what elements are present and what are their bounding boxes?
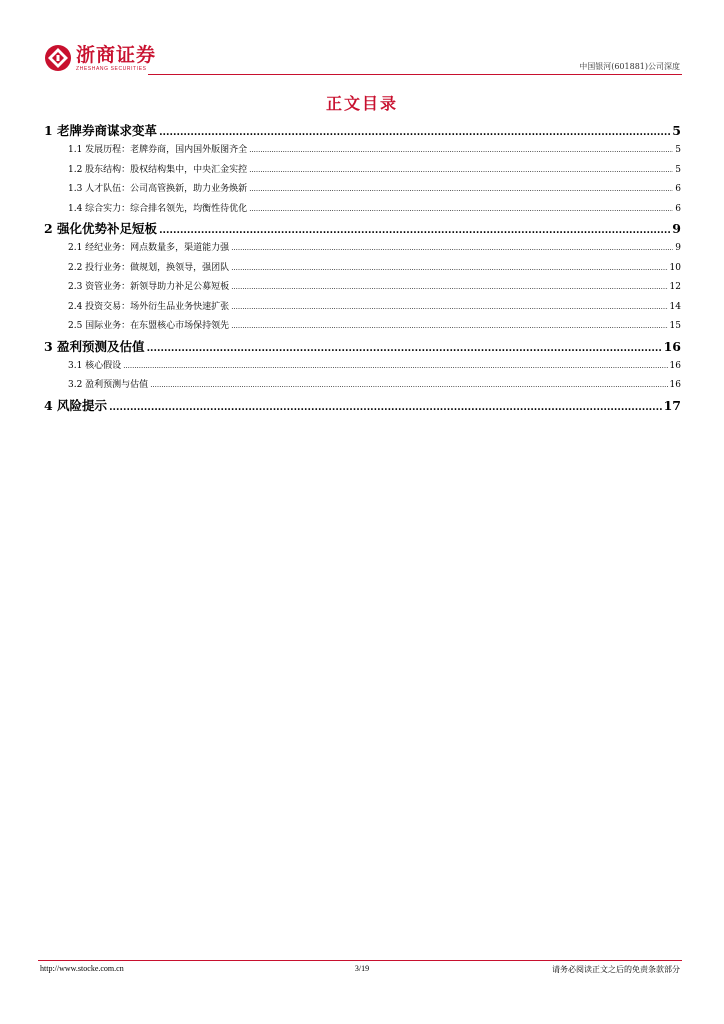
toc-section-entry[interactable] <box>44 219 681 239</box>
toc-dot-leader <box>147 339 662 359</box>
header-divider <box>148 74 682 75</box>
toc-dot-leader <box>159 123 670 143</box>
toc-entry-page: 6 <box>675 184 681 194</box>
toc-entry-label: 2.3 资管业务：新领导助力补足公募短板 <box>68 282 230 292</box>
toc-dot-leader <box>231 239 673 259</box>
toc-entry-label: 2.4 投资交易：场外衍生品业务快速扩张 <box>68 301 230 312</box>
toc-dot-leader <box>150 376 667 396</box>
toc-dot-leader <box>123 357 667 377</box>
logo-english-name: ZHESHANG SECURITIES <box>76 66 147 72</box>
toc-entry-label: 1.4 综合实力：综合排名领先，均衡性待优化 <box>68 203 248 214</box>
zheshang-logo-icon <box>44 44 72 72</box>
footer-divider <box>38 960 682 961</box>
toc-subsection-entry[interactable] <box>44 200 681 220</box>
company-logo <box>44 44 156 72</box>
toc-entry-page: 10 <box>669 262 681 273</box>
toc-entry-label: 1.1 发展历程：老牌券商，国内国外版图齐全 <box>68 145 248 155</box>
toc-entry-label: 2.1 经纪业务：网点数量多，渠道能力强 <box>68 243 230 253</box>
toc-entry-label: 1.3 人才队伍：公司高管换新，助力业务焕新 <box>68 184 248 194</box>
toc-entry-page: 5 <box>675 164 681 175</box>
toc-entry-page: 16 <box>669 360 681 371</box>
toc-entry-page: 5 <box>672 123 681 138</box>
toc-entry-label: 4 风险提示 <box>44 397 108 413</box>
toc-dot-leader <box>231 259 667 279</box>
toc-dot-leader <box>249 200 673 220</box>
toc-entry-page: 12 <box>669 282 681 292</box>
toc-dot-leader <box>231 298 667 318</box>
report-label: 中国银河(601881)公司深度 <box>579 62 680 71</box>
toc-entry-label: 1.2 股东结构：股权结构集中，中央汇金实控 <box>68 164 248 175</box>
toc-entry-page: 6 <box>675 203 681 214</box>
toc-dot-leader <box>249 141 673 161</box>
toc-subsection-entry[interactable] <box>44 298 681 318</box>
footer-page-number: 3/19 <box>354 964 370 973</box>
toc-entry-page: 15 <box>669 321 681 331</box>
logo-chinese-name: 浙商证券 <box>76 44 157 66</box>
toc-title: 正文目录 <box>325 94 398 113</box>
toc-entry-label: 1 老牌券商谋求变革 <box>44 123 158 138</box>
toc-section-entry[interactable] <box>44 337 681 357</box>
toc-entry-page: 16 <box>669 380 681 390</box>
toc-entry-label: 2.2 投行业务：做规划，换领导，强团队 <box>68 262 230 273</box>
toc-dot-leader <box>231 278 667 298</box>
toc-subsection-entry[interactable] <box>44 357 681 377</box>
toc-entry-label: 3.2 盈利预测与估值 <box>68 380 149 390</box>
toc-dot-leader <box>231 317 667 337</box>
toc-subsection-entry[interactable] <box>44 278 681 298</box>
toc-entry-label: 3.1 核心假设 <box>68 360 122 371</box>
toc-entry-label: 2 强化优势补足短板 <box>44 221 158 236</box>
toc-entry-page: 9 <box>675 243 681 253</box>
toc-dot-leader <box>109 398 662 418</box>
toc-subsection-entry[interactable] <box>44 259 681 279</box>
toc-subsection-entry[interactable] <box>44 376 681 396</box>
toc-dot-leader <box>249 180 673 200</box>
toc-subsection-entry[interactable] <box>44 161 681 181</box>
toc-dot-leader <box>159 221 670 241</box>
toc-section-entry[interactable] <box>44 396 681 416</box>
toc-entry-label: 2.5 国际业务：在东盟核心市场保持领先 <box>68 321 230 331</box>
toc-subsection-entry[interactable] <box>44 141 681 161</box>
toc-subsection-entry[interactable] <box>44 317 681 337</box>
toc-entry-page: 9 <box>672 221 681 236</box>
toc-dot-leader <box>249 161 673 181</box>
toc-section-entry[interactable] <box>44 121 681 141</box>
footer-url[interactable]: http://www.stocke.com.cn <box>40 964 124 973</box>
footer-disclaimer: 请务必阅读正文之后的免责条款部分 <box>552 965 680 974</box>
toc-entry-label: 3 盈利预测及估值 <box>44 338 145 354</box>
table-of-contents <box>44 121 681 416</box>
toc-entry-page: 5 <box>675 145 681 155</box>
toc-entry-page: 14 <box>669 301 681 312</box>
toc-subsection-entry[interactable] <box>44 180 681 200</box>
toc-entry-page: 17 <box>663 397 681 413</box>
toc-subsection-entry[interactable] <box>44 239 681 259</box>
toc-entry-page: 16 <box>663 338 681 354</box>
